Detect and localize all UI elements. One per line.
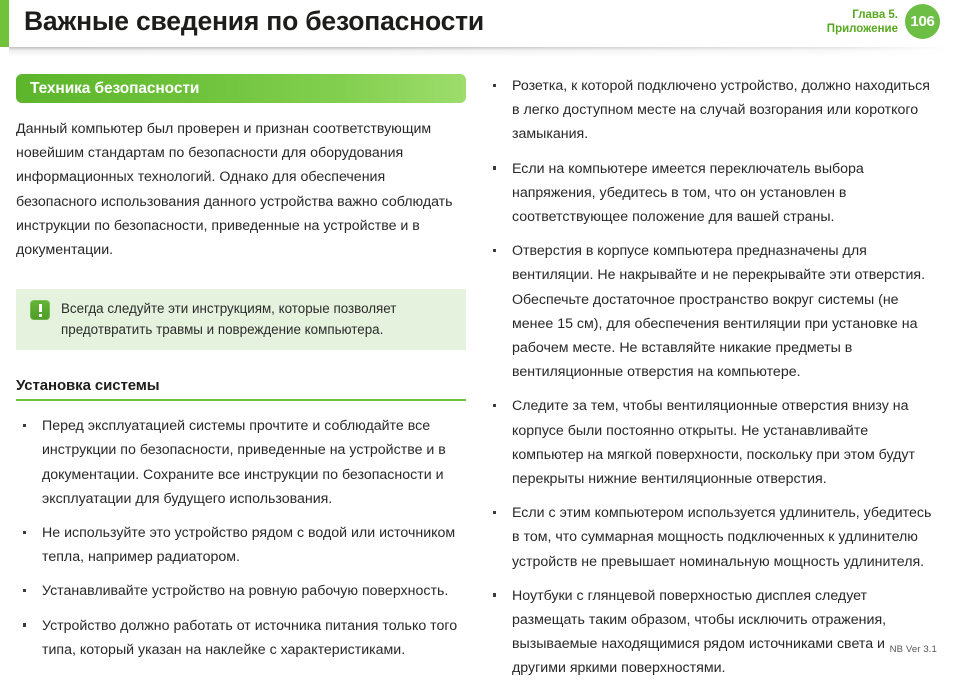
intro-paragraph: Данный компьютер был проверен и признан соответствующим новейшим стандартам по безопасности для оборудования информационных технологий. Однако для обеспечения безопасного использования данного устройства важно соблюдать инструкции по безопасности, приведенные на устройстве и в документации. — [16, 121, 453, 259]
list-item-text: Не используйте это устройство рядом с водой или источником тепла, например радиатором. — [42, 525, 456, 566]
subheading-divider — [16, 399, 466, 401]
list-item-text: Ноутбуки с глянцевой поверхностью дисплея следует размещать таким образом, чтобы исключить отражения, вызываемые находящимися рядом источниками света и другими яркими поверхностями. — [512, 587, 887, 677]
note-text: Всегда следуйте эти инструкциям, которые позволяет предотвратить травмы и повреждение компьютера. — [61, 301, 397, 338]
subheading-label: Установка системы — [16, 377, 160, 395]
list-item — [486, 501, 938, 574]
list-item-text: Устройство должно работать от источника питания только того типа, который указан на наклейке с характеристиками. — [42, 617, 458, 658]
header-accent-bar — [0, 0, 9, 47]
list-item — [486, 239, 938, 384]
subheading-system-setup — [16, 377, 466, 401]
footer-version: NB Ver 3.1 — [889, 644, 937, 655]
header-chapter-group — [827, 4, 940, 39]
list-item — [16, 614, 466, 662]
bullet-dot-icon — [23, 623, 26, 626]
chapter-line-1: Глава 5. — [852, 8, 898, 21]
exclamation-icon — [30, 300, 50, 320]
bullet-dot-icon — [493, 84, 496, 87]
list-item — [16, 521, 466, 569]
header-shadow-taper — [9, 47, 949, 57]
list-item — [16, 414, 466, 511]
bullet-dot-icon — [493, 249, 496, 252]
bullet-dot-icon — [493, 166, 496, 169]
page-header — [0, 0, 954, 50]
bullet-dot-icon — [493, 404, 496, 407]
list-item-text: Если на компьютере имеется переключатель выбора напряжения, убедитесь в том, что он установлен в соответствующее положение для вашей страны. — [512, 160, 864, 226]
section-banner-safety — [16, 74, 466, 103]
bullet-dot-icon — [493, 511, 496, 514]
note-callout — [16, 289, 466, 350]
bullet-dot-icon — [493, 593, 496, 596]
right-column — [486, 74, 938, 681]
list-item-text: Отверстия в корпусе компьютера предназначены для вентиляции. Не накрывайте и не перекрывайте эти отверстия. Обеспечьте достаточное пространство вокруг системы (не менее 15 см), для обеспечения вентиляции при установке на рабочем месте. Не вставляйте никакие предметы в вентиляционные отверстия на компьютере. — [512, 243, 926, 381]
page-title: Важные сведения по безопасности — [24, 6, 484, 36]
list-item — [486, 74, 938, 147]
page-number-badge: 106 — [905, 4, 940, 39]
bullet-dot-icon — [23, 531, 26, 534]
list-item — [486, 157, 938, 230]
list-item-text: Следите за тем, чтобы вентиляционные отверстия внизу на корпусе были постоянно открыты. Не устанавливайте компьютер на мягкой поверхности, поскольку при этом будут перекрыты нижние вентиляционные отверстия. — [512, 398, 915, 488]
left-column — [16, 74, 466, 662]
list-item — [486, 584, 938, 681]
section-banner-label: Техника безопасности — [30, 79, 200, 97]
list-item-text: Если с этим компьютером используется удлинитель, убедитесь в том, что суммарная мощность подключенных к удлинителю устройств не превышает номинальную мощность удлинителя. — [512, 505, 932, 570]
list-item-text: Перед эксплуатацией системы прочтите и соблюдайте все инструкции по безопасности, приведенные на устройстве и в документации. Сохраните все инструкции по безопасности и эксплуатации для будущего использования. — [42, 418, 446, 507]
right-bullet-list — [486, 74, 938, 681]
list-item-text: Розетка, к которой подключено устройство, должно находиться в легко доступном месте на случай возгорания или короткого замыкания. — [512, 78, 930, 143]
list-item-text: Устанавливайте устройство на ровную рабочую поверхность. — [42, 583, 449, 600]
bullet-dot-icon — [23, 424, 26, 427]
list-item — [486, 394, 938, 491]
left-bullet-list — [16, 414, 466, 662]
bullet-dot-icon — [23, 589, 26, 592]
chapter-label — [827, 8, 898, 36]
chapter-line-2: Приложение — [826, 22, 898, 35]
list-item — [16, 579, 466, 603]
